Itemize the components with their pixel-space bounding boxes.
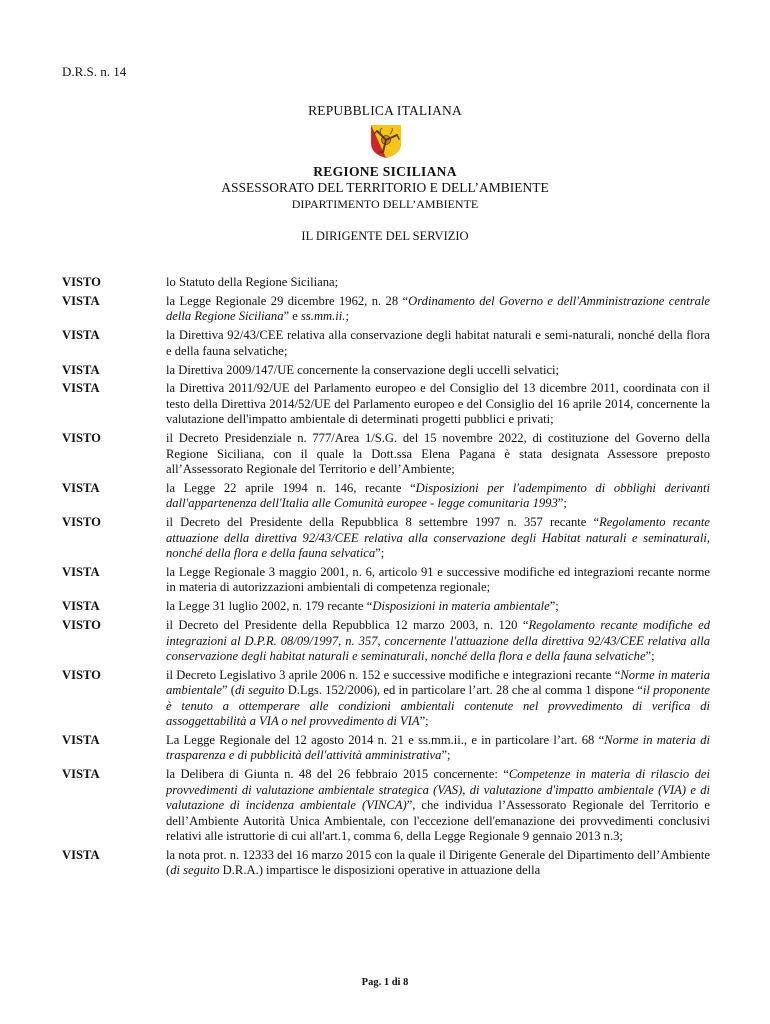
dipartimento-heading: DIPARTIMENTO DELL’AMBIENTE: [291, 197, 479, 211]
region-heading: REGIONE SICILIANA: [313, 164, 457, 179]
recital-text-part: ”;: [375, 546, 385, 560]
recital-text-italic: il proponente è tenuto a ottemperare alle condizioni ambientali contenute nel provvedimento di verifica di assoggettabilità a VIA o nel provvedimento di VIA: [166, 683, 711, 729]
recital-text: [166, 767, 710, 844]
recital-label: VISTA: [62, 564, 100, 579]
recital-row: [62, 294, 710, 325]
recital-row: [62, 381, 710, 427]
recital-text-part: il Decreto Presidenziale n. 777/Area 1/S.G. del 15 novembre 2022, di costituzione del Governo della Regione Siciliana, con il quale la Dott.ssa Elena Pagana è stata designata Assessore preposto all’Assessorato Regionale del Territorio e dell’Ambiente;: [166, 431, 710, 476]
recital-text: [166, 363, 710, 378]
recital-label: VISTA: [62, 293, 100, 308]
recital-row: [62, 431, 710, 477]
recital-text-part: lo Statuto della Regione Siciliana;: [166, 275, 339, 289]
recital-text: [166, 381, 710, 427]
recital-text-italic: Regolamento recante attuazione della direttiva 92/43/CEE relativa alla conservazione degli Habitat naturali e seminaturali, nonché della flora e della fauna selvatica: [166, 515, 710, 560]
recital-label: VISTA: [62, 732, 100, 747]
recital-text: [166, 481, 710, 512]
recital-label: VISTA: [62, 362, 100, 377]
recital-text-italic: Norme in materia ambientale: [166, 667, 710, 698]
recital-text: [166, 733, 710, 764]
republic-heading: REPUBBLICA ITALIANA: [308, 103, 462, 118]
recital-label: VISTO: [62, 667, 101, 682]
recitals-list: [62, 275, 710, 882]
recital-text-part: La Legge Regionale del 12 agosto 2014 n. 21 e ss.mm.ii., e in particolare l’art. 68 “: [166, 732, 605, 747]
recital-text-part: la Legge 31 luglio 2002, n. 179 recante “: [166, 599, 373, 614]
recital-text-part: ”;: [549, 599, 559, 614]
recital-text-part: la Legge 22 aprile 1994 n. 146, recante “: [166, 480, 416, 495]
recital-text: [166, 515, 710, 561]
recital-text: [166, 565, 710, 596]
recital-row: [62, 599, 710, 614]
recital-label: VISTO: [62, 618, 101, 633]
recital-row: [62, 767, 710, 844]
recital-row: [62, 565, 710, 596]
recital-text-part: la Direttiva 92/43/CEE relativa alla conservazione degli habitat naturali e semi-naturali, nonché della flora e della fauna selvatiche;: [166, 328, 710, 358]
recital-text-part: ”;: [645, 648, 655, 663]
recital-row: [62, 328, 710, 359]
recital-row: [62, 515, 710, 561]
recital-label: VISTA: [62, 767, 100, 782]
recital-text-part: il Decreto del Presidente della Repubblica 8 settembre 1997 n. 357 recante “: [166, 515, 600, 530]
recital-text-part: ”;: [557, 496, 567, 511]
recital-text-italic: ss.mm.ii.: [301, 309, 346, 324]
recital-text-italic: Competenze in materia di rilascio dei provvedimenti di valutazione ambientale strategica (VAS), di valutazione d'impatto ambientale (VIA) e di valutazione di incidenza ambientale (VINCA): [166, 767, 710, 813]
recital-text-part: ” e: [283, 309, 301, 324]
recital-label: VISTO: [62, 515, 101, 530]
recital-text-part: il Decreto del Presidente della Repubblica 12 marzo 2003, n. 120 “: [166, 618, 529, 633]
recital-label: VISTA: [62, 328, 100, 343]
recital-row: [62, 275, 710, 290]
recital-text-part: la Delibera di Giunta n. 48 del 26 febbraio 2015 concernente: “: [166, 767, 509, 782]
recital-text-italic: Ordinamento del Governo e dell'Amministrazione centrale della Regione Siciliana: [166, 293, 710, 324]
recital-label: VISTA: [62, 847, 100, 862]
recital-text-part: ”;: [419, 714, 429, 729]
recital-text: [166, 328, 710, 359]
recital-text: [166, 668, 710, 730]
dirigente-heading: IL DIRIGENTE DEL SERVIZIO: [301, 229, 469, 243]
recital-text-italic: Norme in materia di trasparenza e di pubblicità dell'attività amministrativa: [166, 732, 711, 763]
recital-text-italic: Disposizioni per l'adempimento di obblighi derivanti dall'appartenenza dell'Italia alle Comunità europee - legge comunitaria 1993: [166, 480, 710, 511]
recital-label: VISTO: [62, 431, 101, 446]
assessorato-heading: ASSESSORATO DEL TERRITORIO E DELL’AMBIENTE: [221, 180, 549, 195]
recital-row: [62, 668, 710, 730]
recital-label: VISTA: [62, 480, 100, 495]
recital-text-italic: Regolamento recante modifiche ed integrazioni al D.P.R. 08/09/1997, n. 357, concernente l'attuazione della direttiva 92/43/CEE relativa alla conservazione degli habitat naturali e seminaturali, nonché della flora e della fauna selvatiche: [166, 618, 710, 663]
recital-text-part: ;: [345, 309, 349, 324]
trinacria-emblem-icon: [369, 123, 403, 159]
recital-text-italic: Disposizioni in materia ambientale: [372, 599, 550, 614]
page-number: Pag. 1 di 8: [361, 977, 409, 988]
recital-text-part: D.Lgs. 152/2006), ed in particolare l’art. 28 che al comma 1 dispone “: [284, 683, 643, 698]
recital-text-part: la Legge Regionale 29 dicembre 1962, n. 28 “: [166, 293, 409, 308]
recital-text: [166, 294, 710, 325]
recital-row: [62, 363, 710, 378]
recital-text-part: ” (: [221, 683, 236, 698]
recital-label: VISTA: [62, 599, 100, 614]
recital-row: [62, 733, 710, 764]
recital-row: [62, 481, 710, 512]
recital-row: [62, 848, 710, 879]
recital-text-part: la Direttiva 2011/92/UE del Parlamento europeo e del Consiglio del 13 dicembre 2011, coordinata con il testo della Direttiva 2014/52/UE del Parlamento europeo e del Consiglio del 16 aprile 2014, concernente la valutazione dell'impatto ambientale di determinati progetti pubblici e privati;: [166, 381, 710, 427]
recital-text: [166, 848, 710, 879]
recital-text-part: la nota prot. n. 12333 del 16 marzo 2015 con la quale il Dirigente Generale del Dipartimento dell’Ambiente (: [166, 847, 710, 878]
recital-text: [166, 599, 710, 614]
recital-label: VISTO: [62, 275, 101, 289]
recital-text-italic: di seguito: [170, 863, 220, 878]
recital-text-part: la Direttiva 2009/147/UE concernente la conservazione degli uccelli selvatici;: [166, 362, 560, 377]
recital-text-part: la Legge Regionale 3 maggio 2001, n. 6, articolo 91 e successive modifiche ed integrazioni recante norme in materia di autorizzazioni ambientali di competenza regionale;: [166, 564, 710, 595]
recital-text-italic: di seguito: [235, 683, 285, 698]
recital-text-part: D.R.A.) impartisce le disposizioni operative in attuazione della: [219, 863, 541, 878]
recital-text-part: ”, che individua l’Assessorato Regionale del Territorio e dell’Ambiente Autorità Unica Ambientale, con l'eccezione dell'emanazione dei provvedimenti conclusivi relativi alle istruttorie di cui all'art.1, comma 6, della Legge Regionale 9 gennaio 2013 n.3;: [166, 798, 710, 843]
document-number: D.R.S. n. 14: [62, 64, 127, 79]
recital-row: [62, 618, 710, 664]
recital-text: [166, 275, 710, 290]
recital-label: VISTA: [62, 381, 100, 396]
recital-text-part: il Decreto Legislativo 3 aprile 2006 n. 152 e successive modifiche e integrazioni recante “: [166, 667, 621, 682]
recital-text: [166, 431, 710, 477]
recital-text-part: ”;: [441, 748, 451, 763]
recital-text: [166, 618, 710, 664]
